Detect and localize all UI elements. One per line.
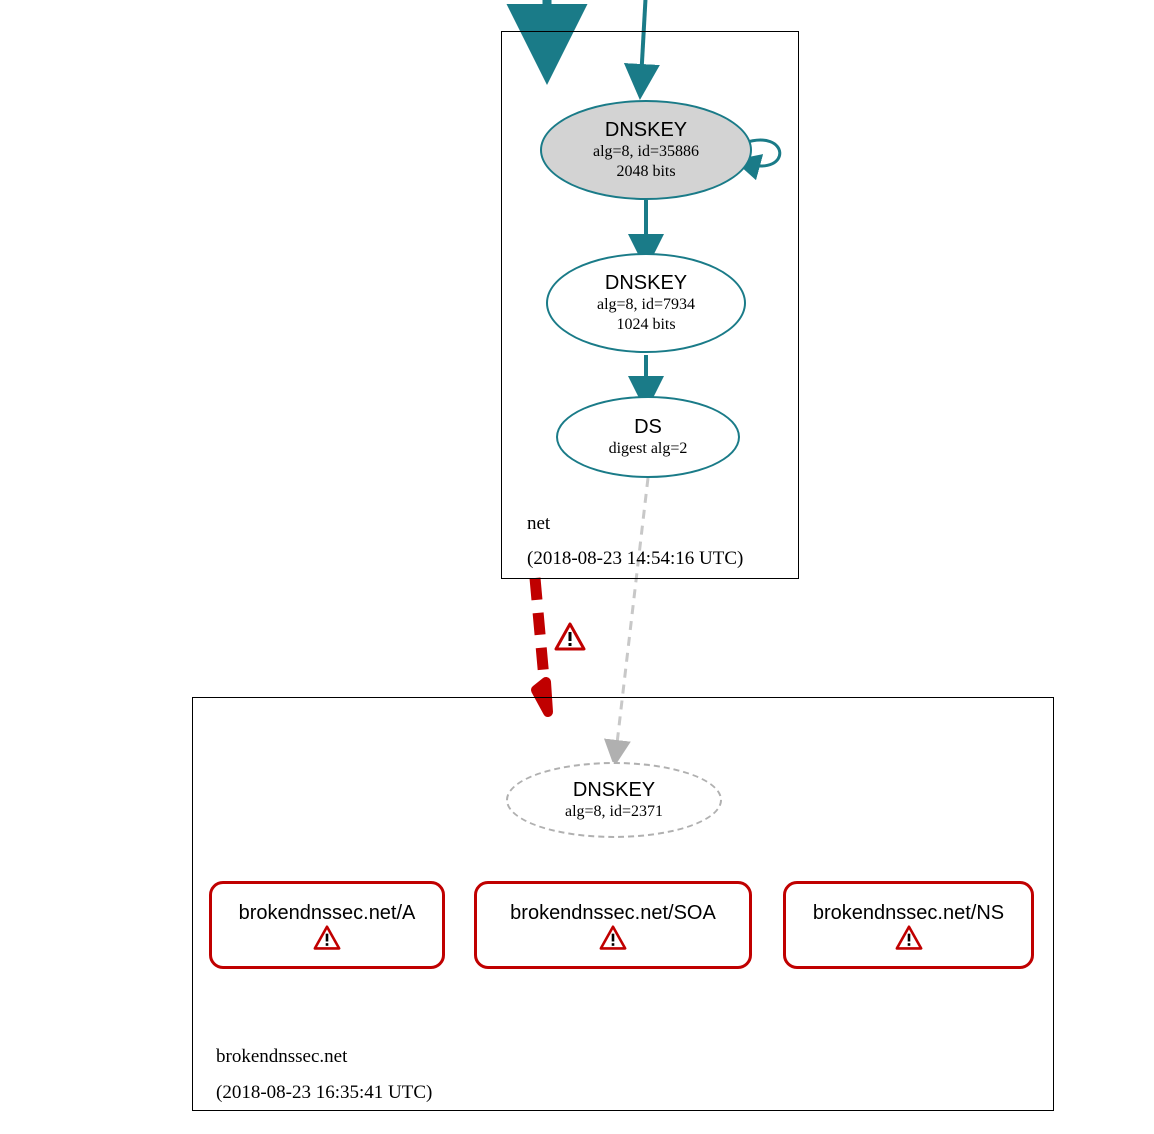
node-dnskey-35886-alg: alg=8, id=35886 xyxy=(592,143,700,161)
node-ds-digest: digest alg=2 xyxy=(608,439,688,457)
zone-name-brokendnssec: brokendnssec.net xyxy=(216,1046,348,1067)
node-dnskey-2371-title: DNSKEY xyxy=(572,778,656,801)
warning-triangle-icon-a xyxy=(313,925,341,951)
warning-triangle-icon xyxy=(554,622,586,652)
node-dnskey-7934-alg: alg=8, id=7934 xyxy=(596,296,696,314)
node-dnskey-2371[interactable] xyxy=(506,762,722,838)
node-ds[interactable] xyxy=(556,396,740,478)
node-dnskey-7934-title: DNSKEY xyxy=(604,272,688,295)
rrset-soa-label: brokendnssec.net/SOA xyxy=(510,901,716,924)
warning-triangle-icon-delegation[interactable] xyxy=(554,622,586,657)
rrset-ns[interactable] xyxy=(783,881,1034,969)
node-ds-title: DS xyxy=(634,415,662,438)
node-dnskey-7934-size: 1024 bits xyxy=(616,315,676,333)
warning-triangle-icon-ns xyxy=(895,925,923,951)
node-dnskey-35886[interactable] xyxy=(540,100,752,200)
zone-name-net: net xyxy=(527,513,551,534)
rrset-a[interactable] xyxy=(209,881,445,969)
node-dnskey-35886-title: DNSKEY xyxy=(604,119,688,142)
zone-timestamp-net: (2018-08-23 14:54:16 UTC) xyxy=(527,548,744,569)
node-dnskey-2371-alg: alg=8, id=2371 xyxy=(564,802,664,820)
rrset-soa[interactable] xyxy=(474,881,752,969)
node-dnskey-7934[interactable] xyxy=(546,253,746,353)
node-dnskey-35886-size: 2048 bits xyxy=(616,162,676,180)
rrset-a-label: brokendnssec.net/A xyxy=(238,901,416,924)
warning-triangle-icon-soa xyxy=(599,925,627,951)
zone-timestamp-brokendnssec: (2018-08-23 16:35:41 UTC) xyxy=(216,1082,433,1103)
rrset-ns-label: brokendnssec.net/NS xyxy=(812,901,1005,924)
